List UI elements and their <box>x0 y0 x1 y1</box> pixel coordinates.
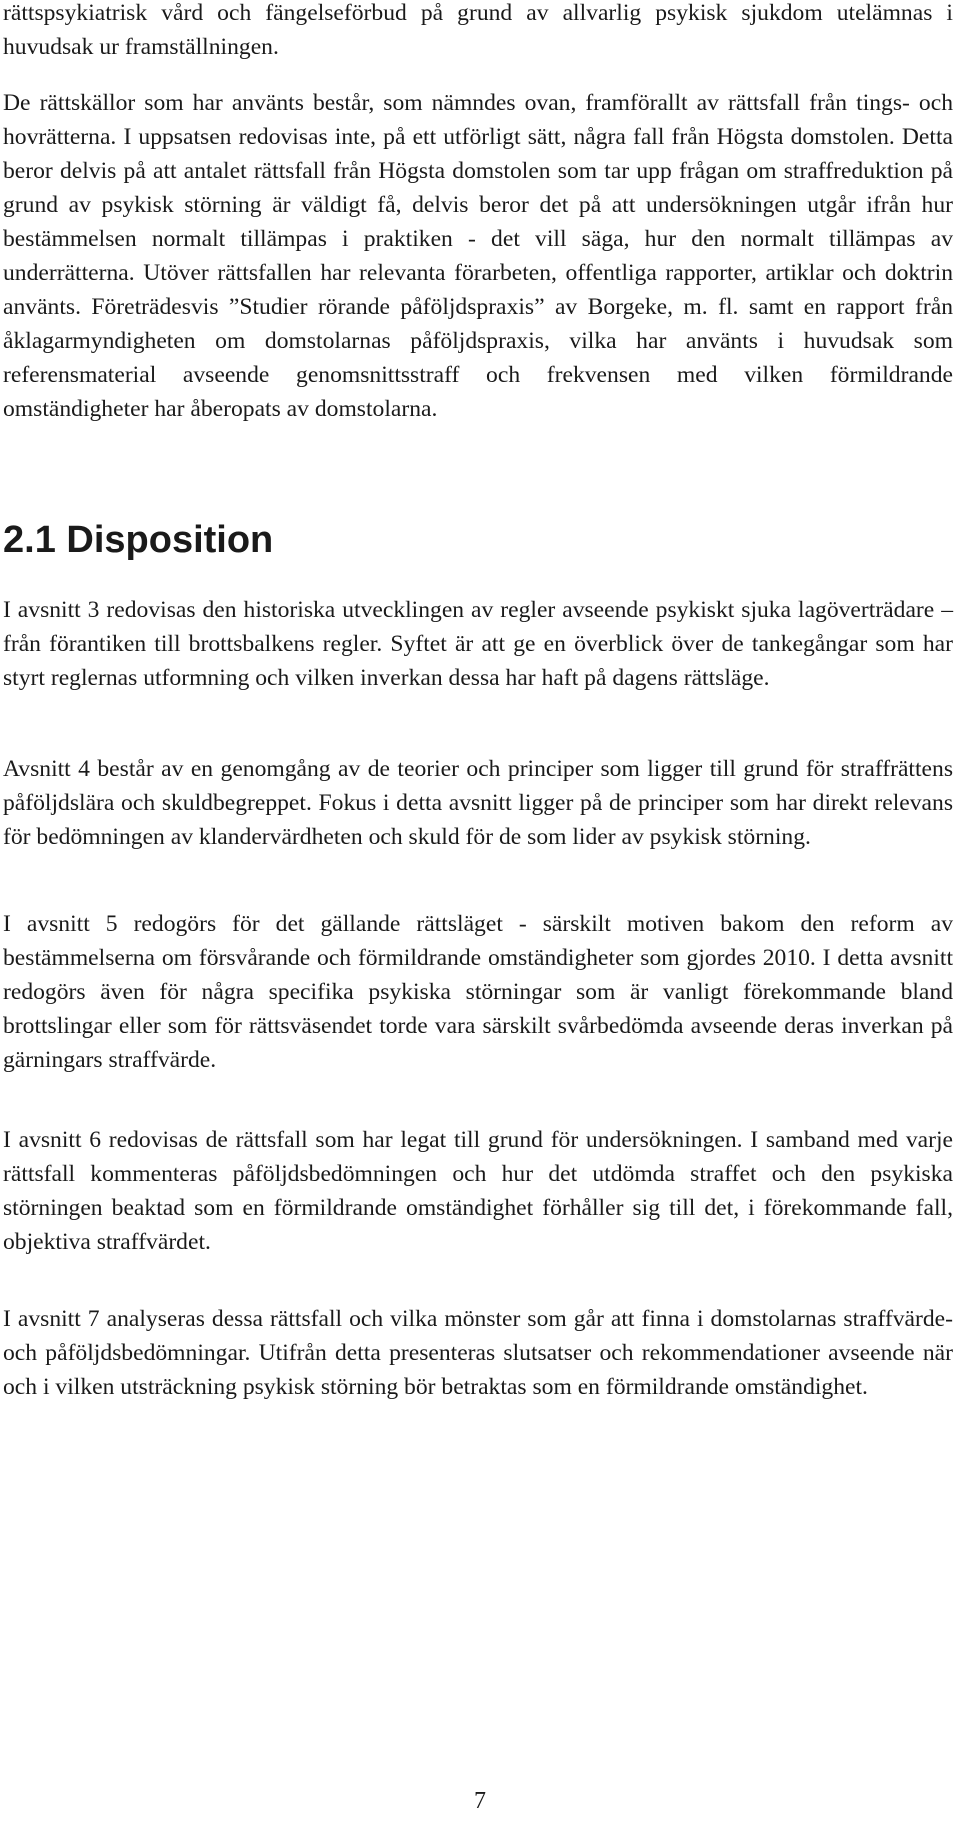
page-number: 7 <box>474 1788 486 1814</box>
paragraph-section-7: I avsnitt 7 analyseras dessa rättsfall och vilka mönster som går att finna i domstolarnas straffvärde- och påföljdsbedömningar. Utifrån detta presenteras slutsatser och rekommendationer avseende när och i vilken utsträckning psykisk störning bör betraktas som en förmildrande omständighet. <box>3 1306 953 1400</box>
paragraph-intro-continuation: rättspsykiatrisk vård och fängelseförbud på grund av allvarlig psykisk sjukdom utelämnas i huvudsak ur framställningen. <box>3 0 953 60</box>
paragraph-section-6: I avsnitt 6 redovisas de rättsfall som har legat till grund för undersökningen. I samband med varje rättsfall kommenteras påföljdsbedömningen och hur det utdömda straffet och den psykiska störningen beaktad som en förmildrande omständighet förhåller sig till det, i förekommande fall, objektiva straffvärdet. <box>3 1127 953 1255</box>
paragraph-section-3: I avsnitt 3 redovisas den historiska utvecklingen av regler avseende psykiskt sjuka lagöverträdare – från förantiken till brottsbalkens regler. Syftet är att ge en överblick över de tankegångar som har styrt reglernas utformning och vilken inverkan dessa har haft på dagens rättsläge. <box>3 597 953 691</box>
section-heading: 2.1 Disposition <box>3 519 274 561</box>
paragraph-section-5: I avsnitt 5 redogörs för det gällande rättsläget - särskilt motiven bakom den reform av bestämmelserna om försvårande och förmildrande omständigheter som gjordes 2010. I detta avsnitt redogörs även för några specifika psykiska störningar som är vanligt förekommande bland brottslingar eller som för rättsväsendet torde vara särskilt svårbedömda avseende deras inverkan på gärningars straffvärde. <box>3 911 953 1073</box>
paragraph-sources: De rättskällor som har använts består, som nämndes ovan, framförallt av rättsfall från tings- och hovrätterna. I uppsatsen redovisas inte, på ett utförligt sätt, några fall från Högsta domstolen. Detta beror delvis på att antalet rättsfall från Högsta domstolen som tar upp frågan om straffreduktion på grund av psykisk störning är väldigt få, delvis beror det på att undersökningen utgår ifrån hur bestämmelsen normalt tillämpas i praktiken - det vill säga, hur den normalt tillämpas av underrätterna. Utöver rättsfallen har relevanta förarbeten, offentliga rapporter, artiklar och doktrin använts. Företrädesvis ”Studier rörande påföljdspraxis” av Borgeke, m. fl. samt en rapport från åklagarmyndigheten om domstolarnas påföljdspraxis, vilka har använts i huvudsak som referensmaterial avseende genomsnittsstraff och frekvensen med vilken förmildrande omständigheter har åberopats av domstolarna. <box>3 90 953 422</box>
paragraph-section-4: Avsnitt 4 består av en genomgång av de teorier och principer som ligger till grund för straffrättens påföljdslära och skuldbegreppet. Fokus i detta avsnitt ligger på de principer som har direkt relevans för bedömningen av klandervärdheten och skuld för de som lider av psykisk störning. <box>3 756 953 850</box>
